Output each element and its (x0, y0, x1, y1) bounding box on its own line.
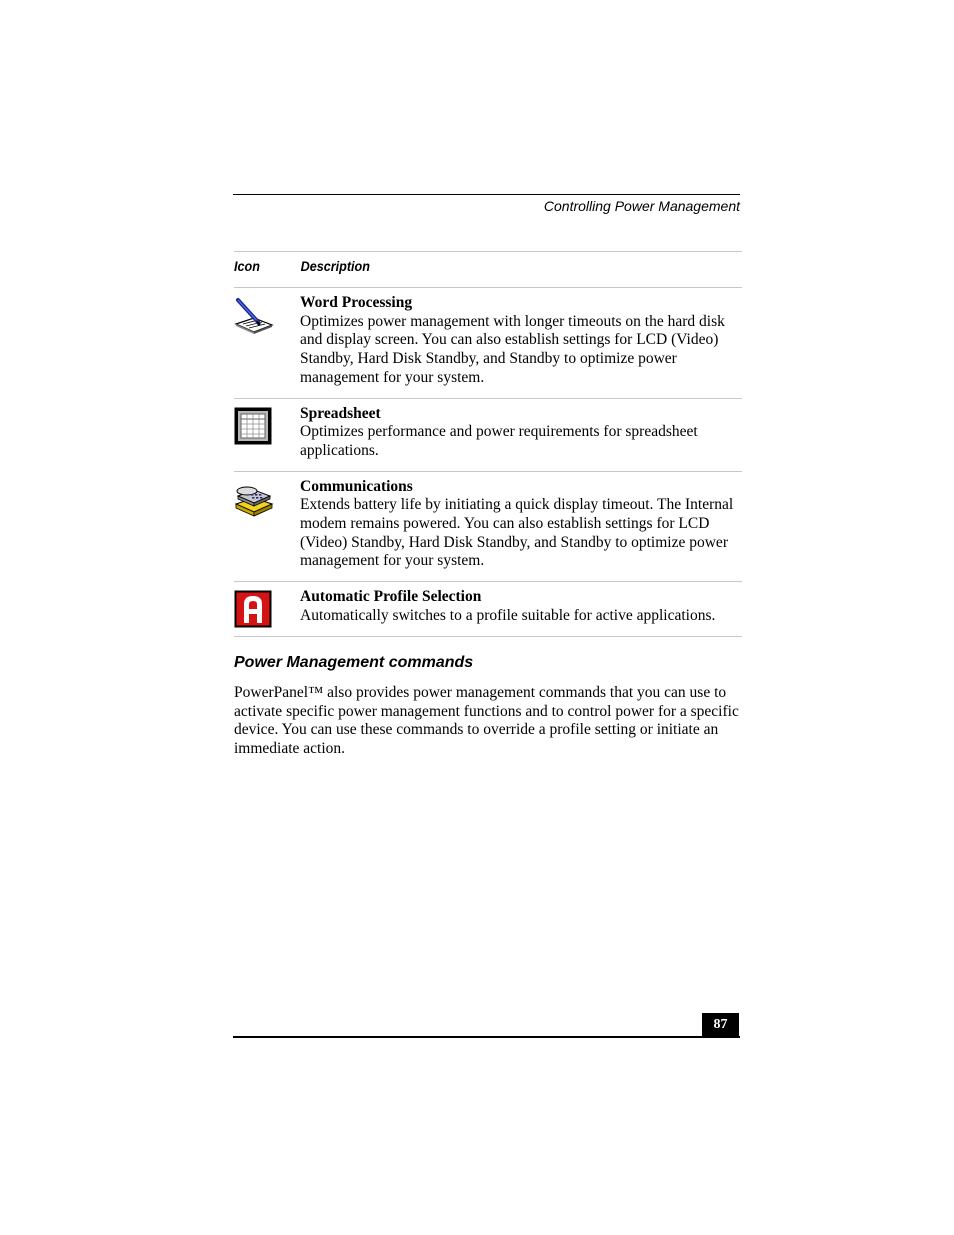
row-description (300, 399, 742, 471)
spreadsheet-icon (234, 407, 274, 447)
table-row (234, 288, 742, 398)
table-row (234, 472, 742, 582)
row-text: Optimizes power management with longer timeouts on the hard disk and display screen. You can also establish settings for LCD (Video) Standby, Hard Disk Standby, and Standby to optimize power management for your system. (300, 312, 725, 386)
body-paragraph: PowerPanel™ also provides power management commands that you can use to activate specific power management functions and to control power for a specific device. You can use these commands to override a profile setting or initiate an immediate action. (234, 684, 739, 758)
table-row (234, 399, 742, 471)
row-text: Automatically switches to a profile suitable for active applications. (300, 606, 716, 624)
column-header-icon: Icon (234, 258, 260, 274)
row-text: Extends battery life by initiating a quick display timeout. The Internal modem remains powered. You can also establish settings for LCD (Video) Standby, Hard Disk Standby, and Standby to optimize power management for your system. (300, 496, 734, 570)
page-number: 87 (702, 1013, 739, 1037)
header-rule (233, 194, 740, 195)
row-description (300, 288, 742, 398)
section-heading: Power Management commands (234, 654, 474, 671)
row-title: Communications (300, 477, 413, 495)
footer-rule (233, 1036, 740, 1038)
row-title: Automatic Profile Selection (300, 588, 482, 606)
table-row (234, 582, 742, 635)
row-description (300, 582, 742, 635)
communications-icon (234, 480, 274, 520)
icon-description-table (234, 251, 742, 637)
automatic-profile-icon (234, 590, 274, 630)
row-text: Optimizes performance and power requirements for spreadsheet applications. (300, 423, 698, 459)
word-processing-icon (234, 296, 274, 336)
table-bottom-rule (234, 636, 742, 637)
column-header-description: Description (300, 258, 370, 274)
row-description (300, 472, 742, 582)
table-header (234, 252, 691, 287)
row-title: Word Processing (300, 294, 413, 311)
row-title: Spreadsheet (300, 404, 381, 422)
running-title: Controlling Power Management (543, 198, 740, 214)
